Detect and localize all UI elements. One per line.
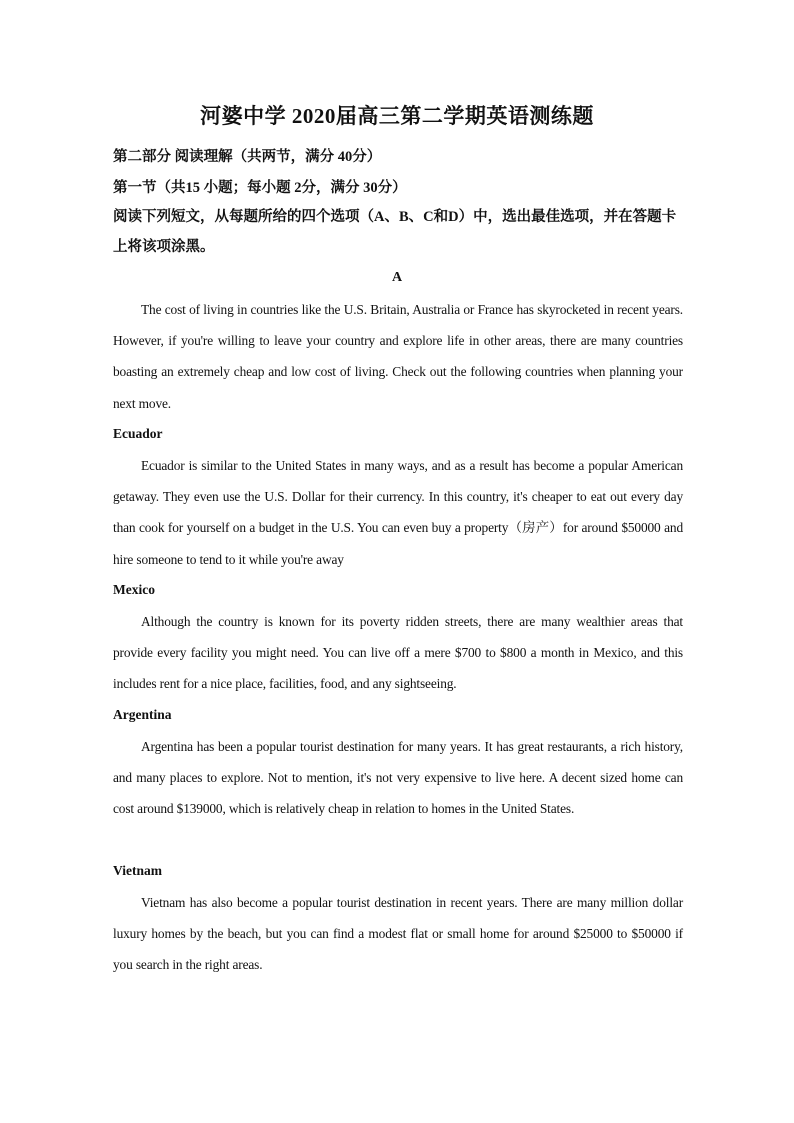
country-heading-vietnam: Vietnam xyxy=(113,863,162,878)
passage-label: A xyxy=(391,270,403,285)
part-heading: 第二部分 阅读理解（共两节，满分 40分） xyxy=(113,149,382,165)
instructions: 阅读下列短文，从每题所给的四个选项（A、B、C和D）中，选出最佳选项，并在答题卡上将该项涂黑。 xyxy=(113,209,677,255)
country-heading-argentina: Argentina xyxy=(113,707,172,722)
country-paragraph-mexico: Although the country is known for its poverty ridden streets, there are many wealthier areas that provide every facility you might need. You can live off a mere $700 to $800 a month in Mexico, and this includes rent for a nice place, facilities, food, and any sightseeing. xyxy=(113,614,683,692)
country-heading-mexico: Mexico xyxy=(113,582,155,597)
intro-paragraph: The cost of living in countries like the U.S. Britain, Australia or France has skyrocketed in recent years. However, if you're willing to leave your country and explore life in other areas, there are many countries boasting an extremely cheap and low cost of living. Check out the following countries when planning your next move. xyxy=(113,302,683,411)
country-paragraph-argentina: Argentina has been a popular tourist destination for many years. It has great restaurants, a rich history, and many places to explore. Not to mention, it's not very expensive to live here. A decent sized home can cost around $139000, which is relatively cheap in relation to homes in the United States. xyxy=(113,739,683,817)
country-heading-ecuador: Ecuador xyxy=(113,426,163,441)
country-paragraph-vietnam: Vietnam has also become a popular tourist destination in recent years. There are many million dollar luxury homes by the beach, but you can find a modest flat or small home for around $25000 to $50000 if you search in the right areas. xyxy=(113,895,683,973)
country-paragraph-ecuador: Ecuador is similar to the United States in many ways, and as a result has become a popular American getaway. They even use the U.S. Dollar for their currency. In this country, it's cheaper to eat out every day than cook for yourself on a budget in the U.S. You can even buy a property（房产）for around $50000 and hire someone to tend to it while you're away xyxy=(113,458,683,567)
page-title: 河婆中学 2020届高三第二学期英语测练题 xyxy=(200,104,594,128)
section-heading: 第一节（共15 小题；每小题 2分，满分 30分） xyxy=(113,180,407,196)
